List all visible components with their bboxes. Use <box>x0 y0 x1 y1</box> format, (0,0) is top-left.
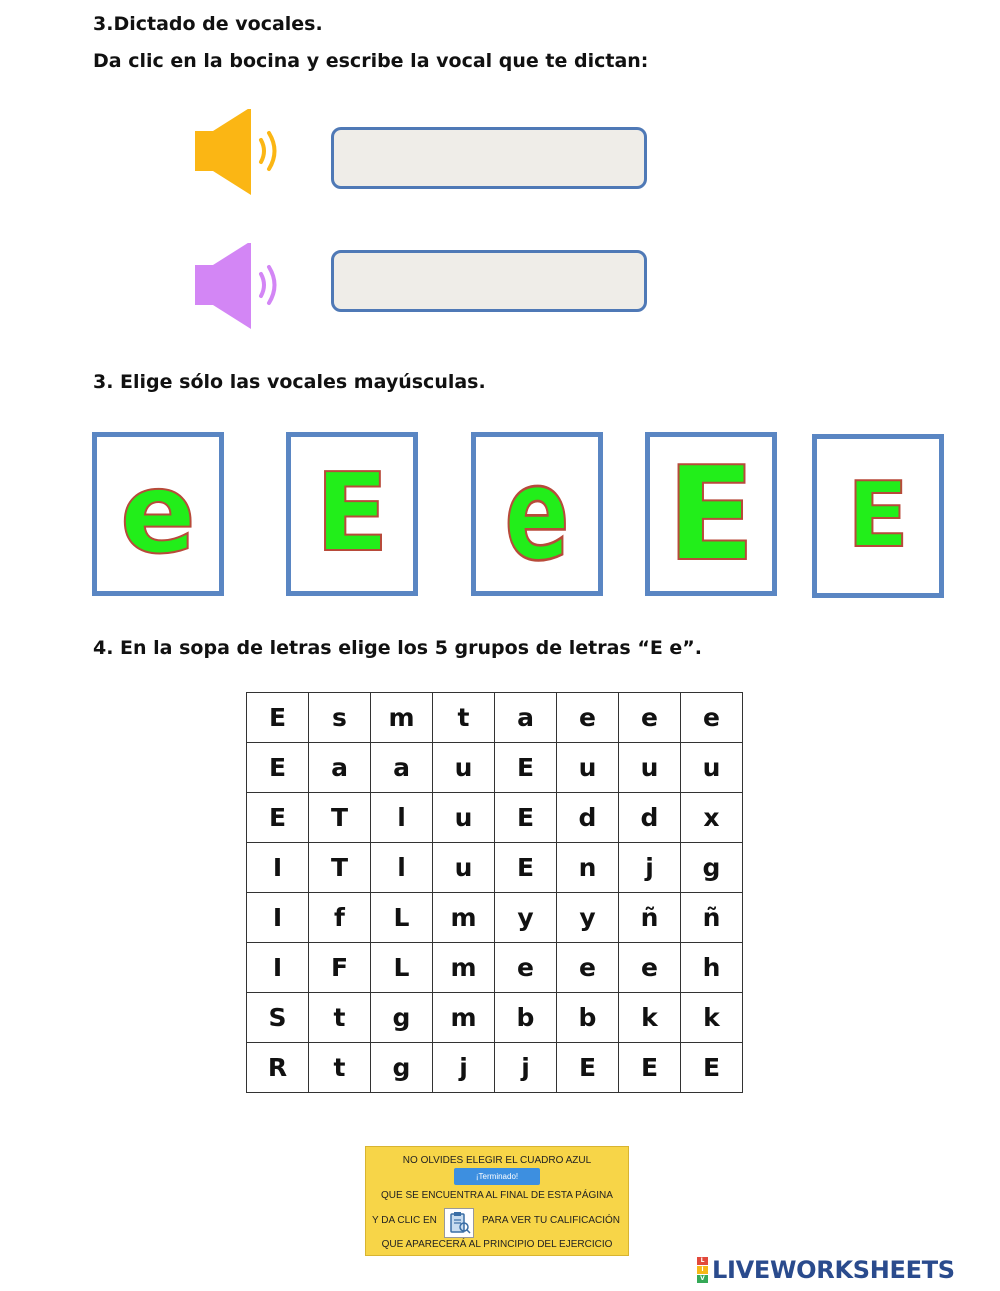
grid-cell[interactable]: u <box>433 743 495 793</box>
instructions-notice <box>365 1146 629 1256</box>
grid-cell[interactable]: a <box>495 693 557 743</box>
grid-cell[interactable]: f <box>309 893 371 943</box>
grid-cell[interactable]: d <box>619 793 681 843</box>
grid-row <box>247 893 743 943</box>
grid-cell[interactable]: e <box>495 943 557 993</box>
grid-cell[interactable]: u <box>619 743 681 793</box>
logo-block: L <box>697 1257 708 1265</box>
grid-cell[interactable]: ñ <box>681 893 743 943</box>
grid-cell[interactable]: m <box>433 993 495 1043</box>
grid-cell[interactable]: I <box>247 943 309 993</box>
card-letter: e <box>504 438 570 590</box>
notice-line-2: QUE SE ENCUENTRA AL FINAL DE ESTA PÁGINA <box>381 1190 613 1201</box>
grid-cell[interactable]: T <box>309 843 371 893</box>
grid-cell[interactable]: e <box>557 693 619 743</box>
grid-cell[interactable]: j <box>433 1043 495 1093</box>
grid-cell[interactable]: k <box>681 993 743 1043</box>
notice-line-3-right: PARA VER TU CALIFICACIÓN <box>482 1215 620 1226</box>
section-choose-title: 3. Elige sólo las vocales mayúsculas. <box>93 371 486 393</box>
grid-cell[interactable]: y <box>557 893 619 943</box>
grid-cell[interactable]: d <box>557 793 619 843</box>
word-search-grid <box>246 692 743 1093</box>
card-letter: e <box>120 449 196 579</box>
grid-cell[interactable]: E <box>619 1043 681 1093</box>
grid-cell[interactable]: m <box>433 943 495 993</box>
letter-card-3[interactable] <box>471 432 603 596</box>
speaker-icon-1[interactable] <box>195 109 285 199</box>
notice-line-4: QUE APARECERÁ AL PRINCIPIO DEL EJERCICIO <box>381 1239 613 1250</box>
notice-line-3-left: Y DA CLIC EN <box>372 1215 437 1226</box>
grid-cell[interactable]: F <box>309 943 371 993</box>
card-letter: E <box>315 451 389 576</box>
grid-cell[interactable]: E <box>247 793 309 843</box>
finished-button-sample: ¡Terminado! <box>454 1168 540 1185</box>
letter-card-2[interactable] <box>286 432 418 596</box>
grid-cell[interactable]: e <box>681 693 743 743</box>
grid-cell[interactable]: L <box>371 893 433 943</box>
grid-cell[interactable]: j <box>619 843 681 893</box>
grid-cell[interactable]: E <box>681 1043 743 1093</box>
grid-cell[interactable]: ñ <box>619 893 681 943</box>
grade-clipboard-icon <box>444 1208 474 1238</box>
grid-cell[interactable]: u <box>681 743 743 793</box>
grid-cell[interactable]: g <box>371 993 433 1043</box>
grid-cell[interactable]: a <box>309 743 371 793</box>
grid-cell[interactable]: e <box>557 943 619 993</box>
grid-row <box>247 943 743 993</box>
grid-cell[interactable]: I <box>247 893 309 943</box>
section-wordsearch-title: 4. En la sopa de letras elige los 5 grupos de letras “E e”. <box>93 637 703 659</box>
grid-cell[interactable]: y <box>495 893 557 943</box>
grid-cell[interactable]: g <box>681 843 743 893</box>
grid-cell[interactable]: E <box>495 843 557 893</box>
grid-cell[interactable]: u <box>433 843 495 893</box>
grid-cell[interactable]: b <box>495 993 557 1043</box>
grid-row <box>247 993 743 1043</box>
grid-cell[interactable]: E <box>247 743 309 793</box>
logo-text: LIVEWORKSHEETS <box>712 1256 955 1284</box>
grid-row <box>247 793 743 843</box>
grid-cell[interactable]: x <box>681 793 743 843</box>
grid-cell[interactable]: m <box>371 693 433 743</box>
speaker-icon-2[interactable] <box>195 243 285 333</box>
grid-cell[interactable]: b <box>557 993 619 1043</box>
letter-card-5[interactable] <box>812 434 944 598</box>
grid-cell[interactable]: m <box>433 893 495 943</box>
grid-cell[interactable]: n <box>557 843 619 893</box>
grid-cell[interactable]: k <box>619 993 681 1043</box>
logo-block: I <box>697 1266 708 1274</box>
section-dictation-title: 3.Dictado de vocales. <box>93 13 323 35</box>
grid-cell[interactable]: t <box>309 993 371 1043</box>
dictation-answer-field-1[interactable] <box>331 127 647 189</box>
grid-cell[interactable]: I <box>247 843 309 893</box>
grid-cell[interactable]: E <box>495 793 557 843</box>
grid-cell[interactable]: l <box>371 793 433 843</box>
grid-cell[interactable]: j <box>495 1043 557 1093</box>
letter-card-4[interactable] <box>645 432 777 596</box>
grid-cell[interactable]: e <box>619 693 681 743</box>
notice-line-1: NO OLVIDES ELEGIR EL CUADRO AZUL <box>402 1155 592 1166</box>
grid-cell[interactable]: E <box>495 743 557 793</box>
card-letter: E <box>666 438 756 590</box>
grid-row <box>247 843 743 893</box>
grid-cell[interactable]: h <box>681 943 743 993</box>
grid-cell[interactable]: s <box>309 693 371 743</box>
logo-blocks-icon <box>697 1257 708 1283</box>
dictation-instruction: Da clic en la bocina y escribe la vocal que te dictan: <box>93 50 649 72</box>
grid-cell[interactable]: t <box>309 1043 371 1093</box>
liveworksheets-logo <box>697 1256 955 1284</box>
grid-cell[interactable]: E <box>247 693 309 743</box>
grid-cell[interactable]: u <box>433 793 495 843</box>
grid-cell[interactable]: R <box>247 1043 309 1093</box>
grid-cell[interactable]: t <box>433 693 495 743</box>
logo-block: V <box>697 1275 708 1283</box>
dictation-answer-field-2[interactable] <box>331 250 647 312</box>
grid-cell[interactable]: a <box>371 743 433 793</box>
card-letter: E <box>847 463 909 568</box>
grid-cell[interactable]: S <box>247 993 309 1043</box>
grid-cell[interactable]: u <box>557 743 619 793</box>
grid-row <box>247 743 743 793</box>
grid-row <box>247 693 743 743</box>
grid-cell[interactable]: l <box>371 843 433 893</box>
letter-card-1[interactable] <box>92 432 224 596</box>
grid-cell[interactable]: L <box>371 943 433 993</box>
grid-cell[interactable]: E <box>557 1043 619 1093</box>
grid-cell[interactable]: T <box>309 793 371 843</box>
grid-row <box>247 1043 743 1093</box>
grid-cell[interactable]: g <box>371 1043 433 1093</box>
grid-cell[interactable]: e <box>619 943 681 993</box>
